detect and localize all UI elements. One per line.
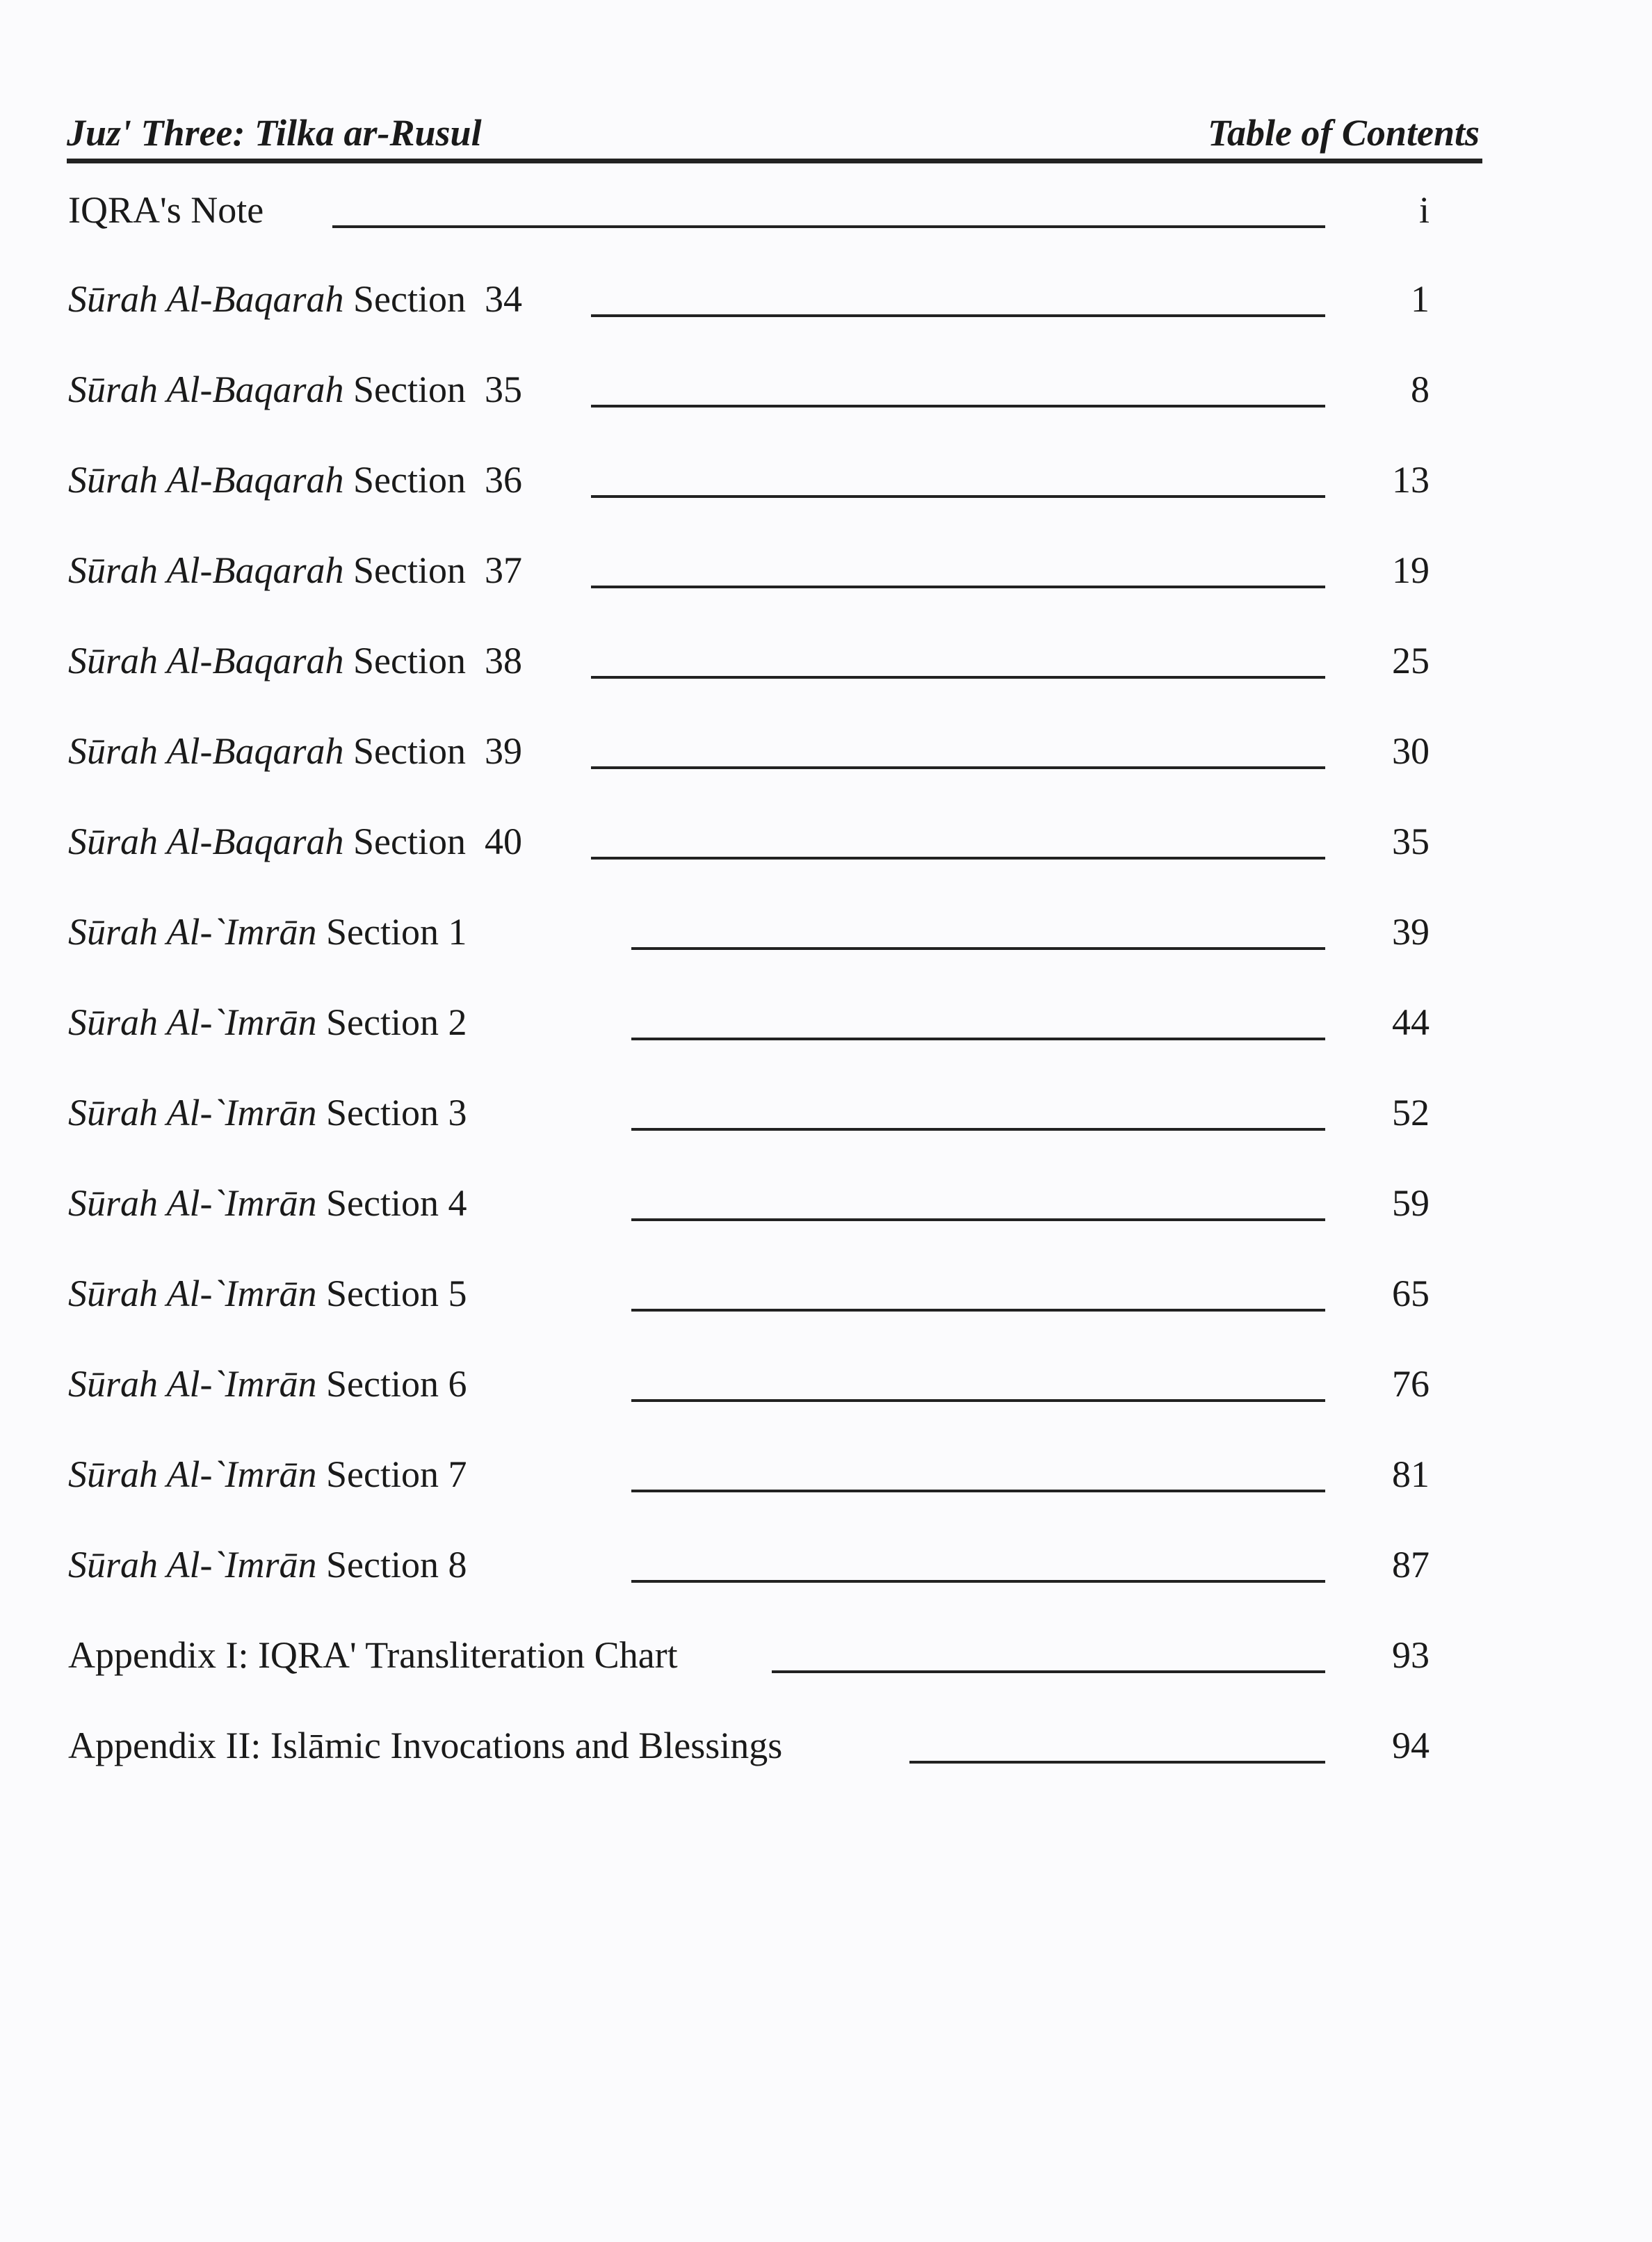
toc-entry-title xyxy=(68,542,522,598)
toc-page-number: 39 xyxy=(1392,911,1430,953)
header-rule xyxy=(67,159,1482,163)
toc-page-number: 44 xyxy=(1392,1001,1430,1043)
toc-leader-line xyxy=(591,405,1325,408)
toc-page-number: 35 xyxy=(1392,821,1430,862)
toc-leader-line xyxy=(772,1670,1325,1673)
toc-page-number: 8 xyxy=(1411,369,1430,410)
toc-entry-surah-name: Sūrah Al-Baqarah xyxy=(68,549,344,591)
toc-leader-line xyxy=(631,1490,1325,1492)
toc-entry-title xyxy=(68,182,264,238)
toc-leader-line xyxy=(332,225,1325,228)
toc-entry-surah-name: Sūrah Al-Baqarah xyxy=(68,459,344,501)
toc-entry-surah-name: Sūrah Al-`Imrān xyxy=(68,1092,317,1134)
toc-entry xyxy=(0,1085,1652,1140)
toc-entry-section: Section 38 xyxy=(343,640,522,682)
toc-leader-line xyxy=(909,1761,1325,1764)
toc-entry-title xyxy=(68,994,467,1050)
toc-entry-surah-name: Sūrah Al-`Imrān xyxy=(68,911,317,953)
toc-entry-section: Section 37 xyxy=(343,549,522,591)
toc-entry-section: Section 36 xyxy=(343,459,522,501)
toc-entry-title xyxy=(68,1356,467,1412)
toc-entry-surah-name: Sūrah Al-`Imrān xyxy=(68,1453,317,1495)
toc-entry-section: Section 7 xyxy=(316,1453,467,1495)
toc-entry xyxy=(0,723,1652,779)
toc-entry-surah-name: Sūrah Al-Baqarah xyxy=(68,369,344,410)
toc-entry-surah-name: Sūrah Al-Baqarah xyxy=(68,278,344,320)
toc-page-number: i xyxy=(1418,189,1430,231)
toc-entry xyxy=(0,1175,1652,1231)
toc-entry xyxy=(0,1718,1652,1773)
toc-leader-line xyxy=(591,857,1325,860)
toc-entry-surah-name: Sūrah Al-`Imrān xyxy=(68,1273,317,1314)
toc-entry xyxy=(0,1266,1652,1321)
toc-leader-line xyxy=(631,1399,1325,1402)
toc-leader-line xyxy=(631,1580,1325,1583)
toc-entry-surah-name: Sūrah Al-Baqarah xyxy=(68,821,344,862)
toc-entry-title xyxy=(68,1175,467,1231)
toc-leader-line xyxy=(631,947,1325,950)
toc-entry xyxy=(0,994,1652,1050)
toc-entry-section: Section 35 xyxy=(343,369,522,410)
toc-entry xyxy=(0,1446,1652,1502)
toc-entry-title xyxy=(68,1537,467,1592)
toc-entry xyxy=(0,1537,1652,1592)
toc-page-number: 65 xyxy=(1392,1273,1430,1314)
toc-entry xyxy=(0,633,1652,688)
header-right-title: Table of Contents xyxy=(1207,112,1480,154)
toc-page-number: 19 xyxy=(1392,549,1430,591)
toc-page-number: 87 xyxy=(1392,1544,1430,1586)
toc-leader-line xyxy=(631,1128,1325,1131)
toc-entry xyxy=(0,1627,1652,1683)
toc-entry-title xyxy=(68,633,522,688)
toc-entry-section: IQRA's Note xyxy=(68,189,264,231)
toc-entry-surah-name: Sūrah Al-`Imrān xyxy=(68,1363,317,1405)
toc-entry-title xyxy=(68,1266,467,1321)
toc-entry xyxy=(0,904,1652,960)
toc-entry-section: Section 6 xyxy=(316,1363,467,1405)
toc-entry-section: Appendix I: IQRA' Transliteration Chart xyxy=(68,1634,678,1676)
toc-entry xyxy=(0,1356,1652,1412)
toc-entry-title xyxy=(68,1718,782,1773)
toc-entry-title xyxy=(68,452,522,508)
toc-page-number: 81 xyxy=(1392,1453,1430,1495)
toc-leader-line xyxy=(631,1218,1325,1221)
toc-entry-section: Section 5 xyxy=(316,1273,467,1314)
toc-page-number: 13 xyxy=(1392,459,1430,501)
toc-entry-section: Section 40 xyxy=(343,821,522,862)
toc-entry-surah-name: Sūrah Al-Baqarah xyxy=(68,640,344,682)
toc-page-number: 93 xyxy=(1392,1634,1430,1676)
toc-entry-title xyxy=(68,1627,678,1683)
toc-leader-line xyxy=(591,676,1325,679)
toc-entry-title xyxy=(68,362,522,417)
toc-page-number: 1 xyxy=(1411,278,1430,320)
toc-entry-surah-name: Sūrah Al-`Imrān xyxy=(68,1001,317,1043)
toc-leader-line xyxy=(631,1038,1325,1040)
toc-page-number: 94 xyxy=(1392,1725,1430,1766)
toc-entry-title xyxy=(68,1085,467,1140)
toc-page-number: 59 xyxy=(1392,1182,1430,1224)
toc-entry-title xyxy=(68,904,467,960)
toc-leader-line xyxy=(631,1309,1325,1312)
toc-entry-section: Section 39 xyxy=(343,730,522,772)
toc-entry-title xyxy=(68,1446,467,1502)
toc-entry-surah-name: Sūrah Al-Baqarah xyxy=(68,730,344,772)
toc-entry-section: Section 4 xyxy=(316,1182,467,1224)
toc-entry-surah-name: Sūrah Al-`Imrān xyxy=(68,1182,317,1224)
toc-leader-line xyxy=(591,495,1325,498)
toc-entry xyxy=(0,362,1652,417)
toc-entry xyxy=(0,271,1652,327)
toc-page-number: 76 xyxy=(1392,1363,1430,1405)
toc-entry-section: Appendix II: Islāmic Invocations and Blessings xyxy=(68,1725,783,1766)
toc-leader-line xyxy=(591,586,1325,588)
toc-leader-line xyxy=(591,766,1325,769)
toc-page-number: 25 xyxy=(1392,640,1430,682)
toc-entry-section: Section 3 xyxy=(316,1092,467,1134)
header-left-title: Juz' Three: Tilka ar-Rusul xyxy=(67,112,482,154)
toc-entry-title xyxy=(68,814,522,869)
toc-entry xyxy=(0,452,1652,508)
toc-entry-section: Section 2 xyxy=(316,1001,467,1043)
toc-entry-title xyxy=(68,271,522,327)
toc-page-number: 52 xyxy=(1392,1092,1430,1134)
toc-entry-surah-name: Sūrah Al-`Imrān xyxy=(68,1544,317,1586)
toc-entry-section: Section 34 xyxy=(343,278,522,320)
toc-entry-section: Section 1 xyxy=(316,911,467,953)
toc-page-number: 30 xyxy=(1392,730,1430,772)
page-header xyxy=(67,111,1480,154)
toc-entry-title xyxy=(68,723,522,779)
toc-entry xyxy=(0,182,1652,238)
toc-entry xyxy=(0,814,1652,869)
toc-entry xyxy=(0,542,1652,598)
toc-entry-section: Section 8 xyxy=(316,1544,467,1586)
toc-leader-line xyxy=(591,314,1325,317)
